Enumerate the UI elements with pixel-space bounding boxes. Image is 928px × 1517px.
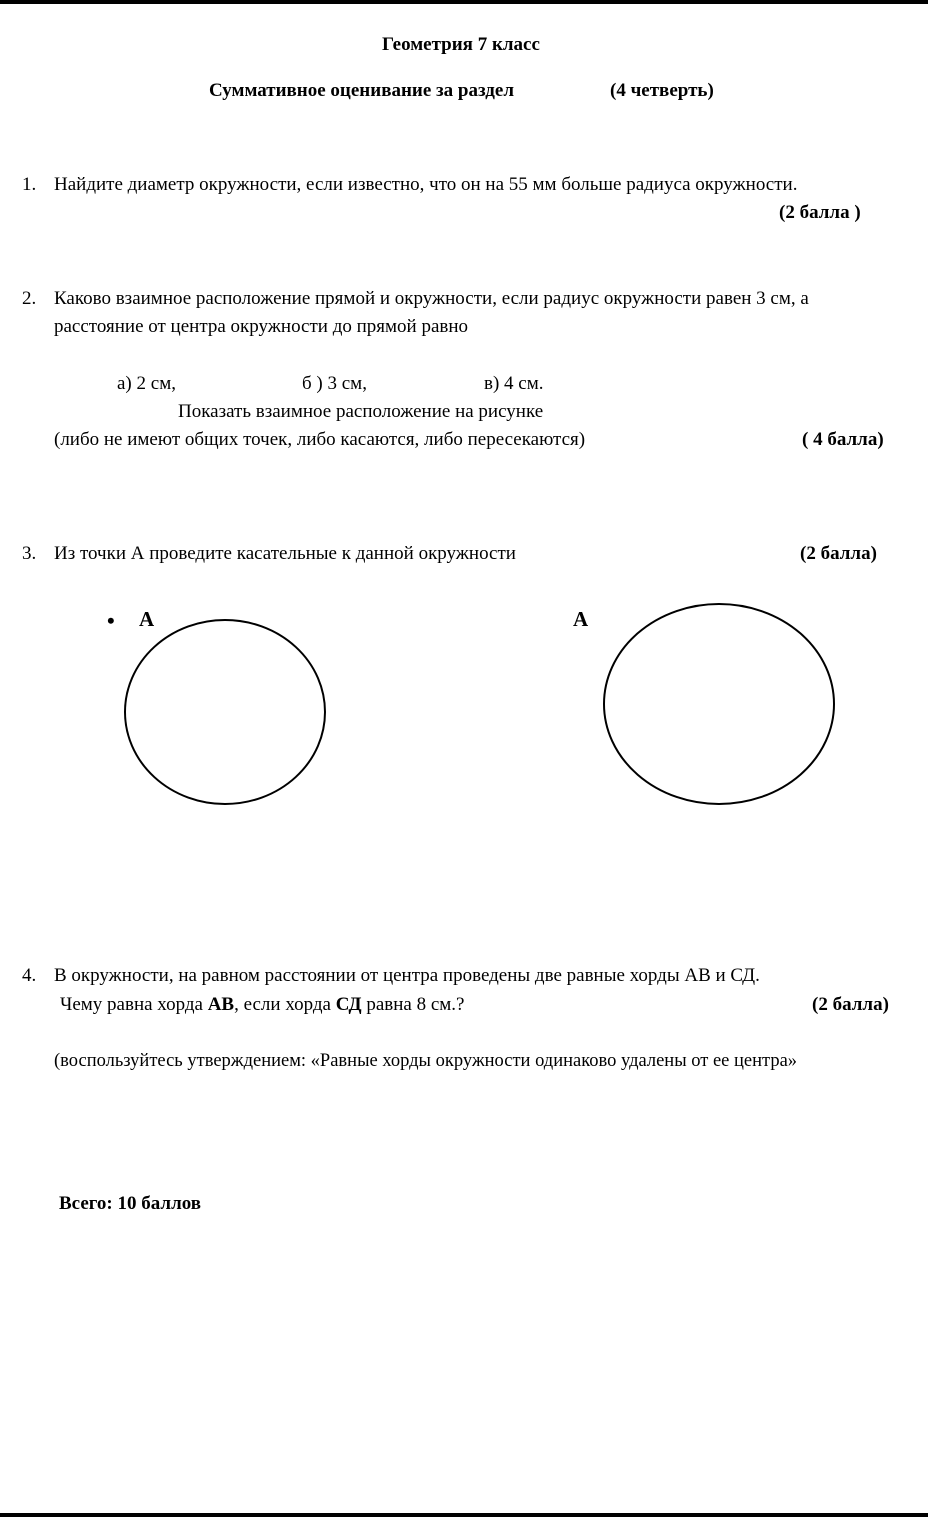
point-a-label-left: А (139, 607, 155, 631)
q2-points: ( 4 балла) (802, 429, 884, 450)
chord-ab-label: АВ (207, 994, 235, 1015)
q1-points: (2 балла ) (779, 202, 861, 223)
q2-line1: Каково взаимное расположение прямой и окружности, если радиус окружности равен 3 см, а (54, 288, 809, 309)
q2-option-v: в) 4 см. (484, 373, 544, 394)
circle-right (604, 604, 834, 804)
point-a-label-right: А (573, 607, 589, 631)
q4-hint: (воспользуйтесь утверждением: «Равные хорды окружности одинаково удалены от ее центра» (54, 1051, 798, 1071)
q4-line1: В окружности, на равном расстоянии от центра проведены две равные хорды АВ и СД. (54, 965, 760, 986)
q1-number: 1. (22, 174, 37, 195)
q2-note: (либо не имеют общих точек, либо касаются, либо пересекаются) (54, 429, 586, 450)
bottom-border (0, 1513, 928, 1517)
chord-cd-label: СД (335, 994, 362, 1015)
q4-number: 4. (22, 965, 37, 986)
q4-line2-pre: Чему равна хорда (60, 994, 208, 1015)
point-a-bullet: • (107, 608, 115, 633)
q4-line2-post: равна 8 см.? (361, 994, 465, 1015)
q3-points: (2 балла) (800, 543, 877, 564)
circle-left (125, 620, 325, 804)
q2-option-b: б ) 3 см, (302, 373, 367, 394)
total-points: Всего: 10 баллов (59, 1193, 202, 1214)
q1-text: Найдите диаметр окружности, если известно, что он на 55 мм больше радиуса окружности. (54, 174, 798, 195)
q2-line2: расстояние от центра окружности до прямой равно (54, 316, 469, 337)
q2-show-text: Показать взаимное расположение на рисунке (178, 401, 544, 422)
q4-points: (2 балла) (812, 994, 889, 1015)
q2-number: 2. (22, 288, 37, 309)
page-title: Геометрия 7 класс (382, 34, 540, 55)
q3-number: 3. (22, 543, 37, 564)
q4-line2-mid: , если хорда (234, 994, 336, 1015)
page-subtitle: Суммативное оценивание за раздел (209, 80, 514, 101)
q3-text: Из точки А проведите касательные к данной окружности (54, 543, 516, 564)
quarter-label: (4 четверть) (610, 80, 714, 101)
q4-line2 (60, 995, 464, 1014)
q2-option-a: а) 2 см, (117, 373, 176, 394)
